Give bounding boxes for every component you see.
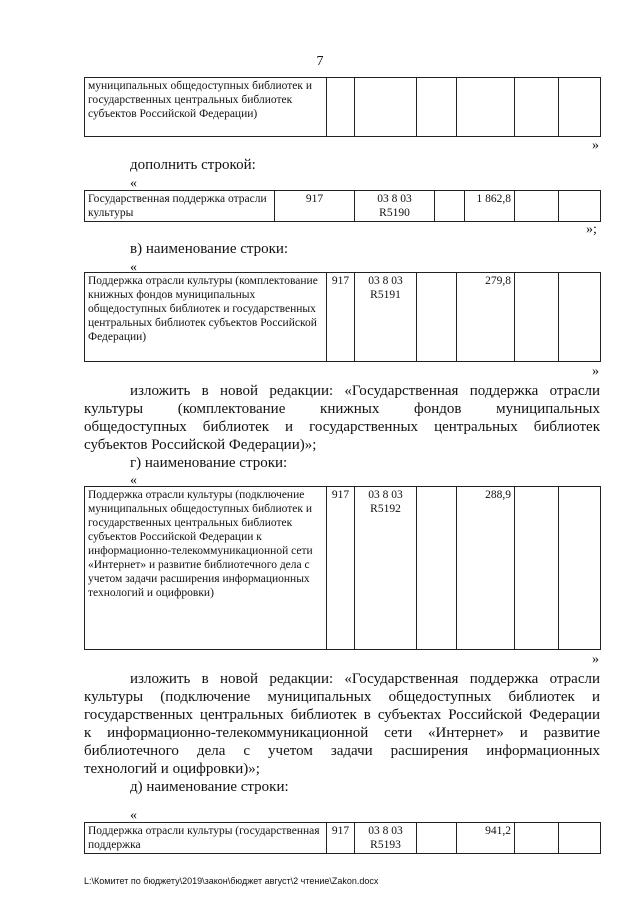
row-extra2-cell	[559, 78, 601, 137]
budget-table-row-4	[84, 486, 601, 650]
row-vr-cell	[417, 823, 457, 854]
target-code: R5190	[379, 207, 410, 219]
row-extra2-cell	[559, 191, 601, 222]
row-amount-cell: 288,9	[457, 487, 515, 650]
closing-quote-4: »	[592, 652, 599, 667]
row-vr-cell	[417, 487, 457, 650]
budget-table-row-5	[84, 822, 601, 854]
row-extra2-cell	[559, 273, 601, 362]
row-section-cell	[327, 78, 355, 137]
section-code: 03 8 03	[368, 275, 403, 287]
closing-quote-1: »	[592, 138, 599, 153]
row-name-cell: муниципальных общедоступных библиотек и государственных центральных библиотек субъектов Российской Федерации)	[85, 78, 327, 137]
budget-table-row-1	[84, 77, 601, 137]
row-extra2-cell	[559, 823, 601, 854]
row-extra1-cell	[515, 823, 559, 854]
new-wording-v-line-2: культуры (комплектование книжных фондов муниципальных	[84, 401, 600, 417]
row-vr-cell	[417, 273, 457, 362]
row-code-cell: 917	[275, 191, 355, 222]
row-name-cell: Государственная поддержка отрасли культуры	[85, 191, 275, 222]
opening-quote-1: «	[130, 176, 137, 191]
row-amount-cell	[457, 78, 515, 137]
row-amount-cell: 941,2	[457, 823, 515, 854]
new-wording-g-line-5: библиотечного дела с учетом задачи расширения информационных	[84, 743, 600, 759]
new-wording-v-line-1: изложить в новой редакции: «Государственная поддержка отрасли	[130, 383, 600, 399]
row-code-cell: 917	[327, 273, 355, 362]
row-name-cell: Поддержка отрасли культуры (подключение муниципальных общедоступных библиотек и государственных центральных библиотек субъектов Российской Федерации к информационно-телекоммуникационной сети «Интернет» и развитие библиотечного дела с учетом задачи расширения информационных технологий и оцифровки)	[85, 487, 327, 650]
row-section-cell	[355, 191, 435, 222]
new-wording-g-line-3: государственных центральных библиотек в субъектах Российской Федерации	[84, 707, 600, 723]
new-wording-v-line-3: общедоступных библиотек и государственных центральных библиотек	[84, 419, 600, 435]
closing-quote-2: »;	[586, 222, 597, 237]
opening-quote-3: «	[130, 473, 137, 488]
row-extra1-cell	[515, 273, 559, 362]
row-vr-cell	[435, 191, 465, 222]
target-code: R5193	[370, 839, 401, 851]
page-number: 7	[316, 54, 324, 69]
budget-table-row-2	[84, 190, 601, 222]
section-code: 03 8 03	[368, 489, 403, 501]
row-name-cell: Поддержка отрасли культуры (комплектование книжных фондов муниципальных общедоступных библиотек и государственных центральных библиотек субъектов Российской Федерации)	[85, 273, 327, 362]
row-code-cell: 917	[327, 487, 355, 650]
row-amount-cell: 279,8	[457, 273, 515, 362]
row-amount-cell: 1 862,8	[465, 191, 515, 222]
instruction-row-name-v: в) наименование строки:	[130, 241, 289, 257]
row-section-cell	[355, 823, 417, 854]
target-code: R5192	[370, 503, 401, 515]
row-extra1-cell	[515, 487, 559, 650]
row-vr-cell	[417, 78, 457, 137]
instruction-row-name-g: г) наименование строки:	[130, 455, 288, 471]
new-wording-g-line-6: технологий и оцифровки)»;	[84, 761, 260, 777]
section-code: 03 8 03	[377, 193, 412, 205]
row-section-cell	[355, 273, 417, 362]
new-wording-g-line-4: к информационно-телекоммуникационной сети «Интернет» и развитие	[84, 725, 600, 741]
opening-quote-2: «	[130, 260, 137, 275]
row-name-cell: Поддержка отрасли культуры (государственная поддержка	[85, 823, 327, 854]
target-code: R5191	[370, 289, 401, 301]
opening-quote-4: «	[130, 808, 137, 823]
closing-quote-3: »	[592, 364, 599, 379]
row-extra1-cell	[515, 78, 559, 137]
row-extra2-cell	[559, 487, 601, 650]
new-wording-g-line-2: культуры (подключение муниципальных общедоступных библиотек и	[84, 689, 600, 705]
row-section-cell	[355, 487, 417, 650]
budget-table-row-3	[84, 272, 601, 362]
section-code: 03 8 03	[368, 825, 403, 837]
file-path-footer: L:\Комитет по бюджету\2019\закон\бюджет август\2 чтение\Zakon.docx	[84, 876, 379, 886]
new-wording-g-line-1: изложить в новой редакции: «Государственная поддержка отрасли	[130, 671, 600, 687]
row-extra1-cell	[515, 191, 559, 222]
instruction-row-name-d: д) наименование строки:	[130, 779, 289, 795]
row-target-cell	[355, 78, 417, 137]
instruction-add-row: дополнить строкой:	[130, 157, 256, 173]
new-wording-v-line-4: субъектов Российской Федерации)»;	[84, 437, 317, 453]
row-code-cell: 917	[327, 823, 355, 854]
